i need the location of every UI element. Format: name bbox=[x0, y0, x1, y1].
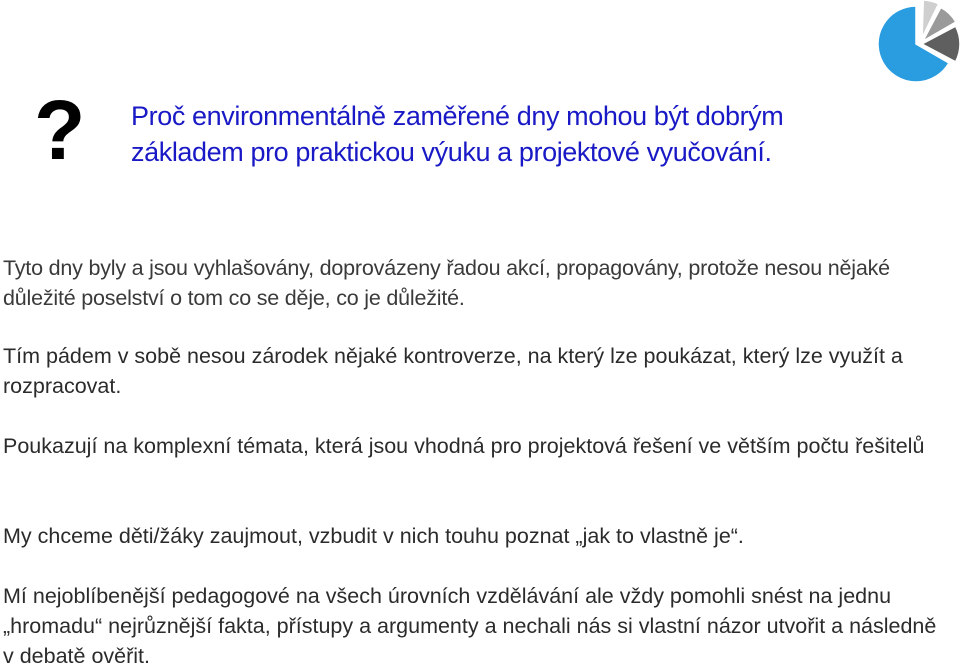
slide-title bbox=[131, 98, 891, 170]
paragraph-3: Poukazují na komplexní témata, která jsou vhodná pro projektová řešení ve větším počtu řešitelů bbox=[3, 434, 925, 458]
pie-chart-icon bbox=[876, 0, 960, 84]
slide-title-line-2: základem pro praktickou výuku a projektové vyučování. bbox=[131, 137, 772, 167]
paragraph-2: Tím pádem v sobě nesou zárodek nějaké kontroverze, na který lze poukázat, který lze využít a rozpracovat. bbox=[3, 344, 903, 398]
paragraph-4: My chceme děti/žáky zaujmout, vzbudit v nich touhu poznat „jak to vlastně je“. bbox=[3, 524, 744, 548]
paragraph-5: Mí nejoblíbenější pedagogové na všech úrovních vzdělávání ale vždy pomohli snést na jednu „hromadu“ nejrůznější fakta, přístupy a argumenty a nechali nás si vlastní názor utvořit a následně v debatě ověřit. bbox=[3, 584, 937, 668]
slide-title-line-1: Proč environmentálně zaměřené dny mohou být dobrým bbox=[131, 101, 784, 131]
question-mark: ? bbox=[34, 83, 86, 177]
paragraph-1: Tyto dny byly a jsou vyhlašovány, doprovázeny řadou akcí, propagovány, protože nesou nějaké důležité poselství o tom co se děje, co je důležité. bbox=[3, 256, 890, 310]
